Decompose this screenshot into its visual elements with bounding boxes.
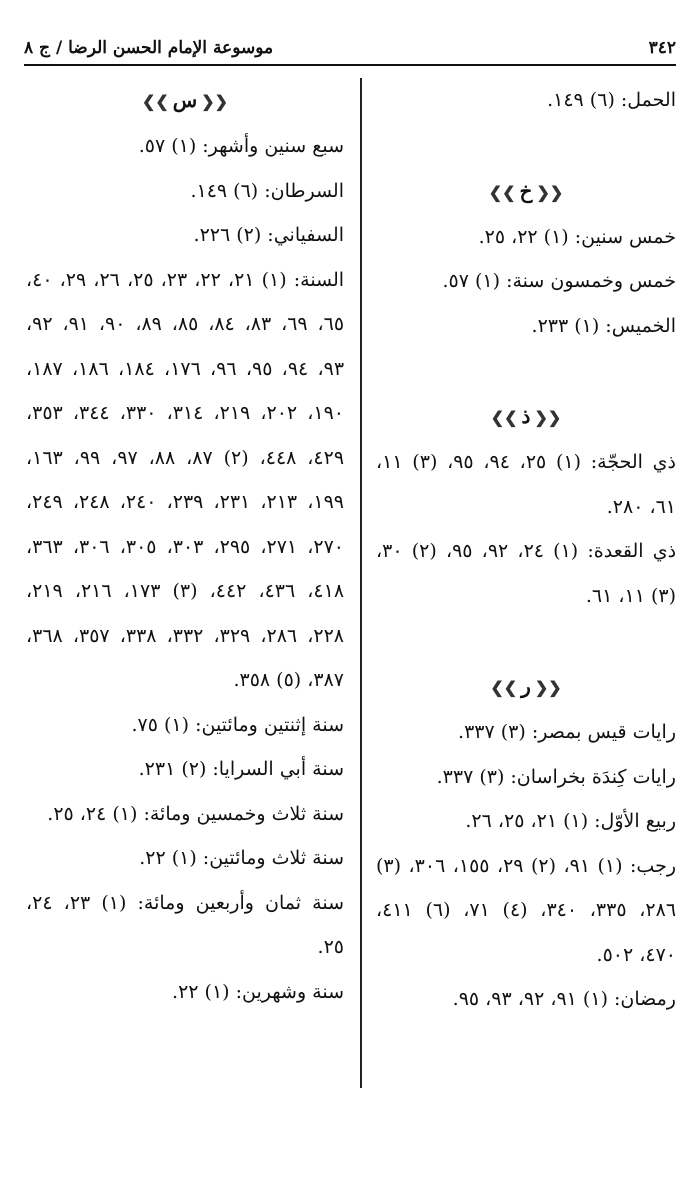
left-column	[26, 78, 362, 1088]
ornament-icon: ❮❮	[534, 408, 562, 427]
section-letter: ر	[521, 674, 531, 698]
page-header	[24, 22, 676, 66]
index-entry: السفياني: (٢) ٢٢٦.	[193, 224, 344, 246]
section-header-dhal	[376, 394, 676, 440]
index-entry: ذي القعدة: (١) ٢٤، ٩٢، ٩٥، (٢) ٣٠، (٣) ١١، ٦١.	[376, 540, 677, 607]
ornament-icon: ❯❯	[490, 408, 518, 427]
index-entry: رايات قيس بمصر: (٣) ٣٣٧.	[458, 721, 676, 743]
index-entry: سنة ثمان وأربعين ومائة: (١) ٢٣، ٢٤، ٢٥.	[26, 891, 344, 958]
page-number: ٣٤٢	[648, 38, 676, 58]
section-letter: س	[172, 88, 198, 112]
section-letter: خ	[519, 178, 533, 203]
index-entry: السنة: (١) ٢١، ٢٢، ٢٣، ٢٥، ٢٦، ٢٩، ٤٠، ٦٥، ٦٩، ٨٣، ٨٤، ٨٥، ٨٩، ٩٠، ٩١، ٩٢، ٩٣، ٩٤، ٩٥، ٩٦، ١٧٦، ١٨٤، ١٨٦، ١٨٧، ١٩٠، ٢٠٢، ٢١٩، ٣١٤، ٣٣٠، ٣٤٤، ٣٥٣، ٤٢٩، ٤٤٨، (٢) ٨٧، ٨٨، ٩٧، ٩٩، ١٦٣، ١٩٩، ٢١٣، ٢٣١، ٢٣٩، ٢٤٠، ٢٤٨، ٢٤٩، ٢٧٠، ٢٧١، ٢٩٥، ٣٠٣، ٣٠٥، ٣٠٦، ٣٦٣، ٤١٨، ٤٣٦، ٤٤٢، (٣) ١٧٣، ٢١٦، ٢١٩، ٢٢٨، ٢٨٦، ٣٢٩، ٣٣٢، ٣٣٨، ٣٥٧، ٣٦٨، ٣٨٧، (٥) ٣٥٨.	[26, 268, 345, 691]
ornament-icon: ❮❮	[534, 678, 562, 697]
ornament-icon: ❯❯	[490, 678, 518, 697]
index-entry: رايات كِندَة بخراسان: (٣) ٣٣٧.	[436, 765, 676, 788]
book-title: موسوعة الإمام الحسن الرضا / ج ٨	[24, 38, 274, 58]
section-letter: ذ	[521, 404, 531, 428]
index-entry: ربيع الأوّل: (١) ٢١، ٢٥، ٢٦.	[465, 810, 676, 832]
index-entry: سنة وشهرين: (١) ٢٢.	[172, 980, 344, 1003]
section-header-ra	[376, 664, 676, 710]
index-entry: السرطان: (٦) ١٤٩.	[190, 179, 344, 202]
ornament-icon: ❯❯	[488, 182, 516, 202]
index-entry: رجب: (١) ٩١، (٢) ٢٩، ١٥٥، ٣٠٦، (٣) ٢٨٦، ٣٣٥، ٣٤٠، (٤) ٧١، (٦) ٤١١، ٤٧٠، ٥٠٢.	[376, 854, 677, 966]
ornament-icon: ❮❮	[201, 92, 229, 111]
index-entry: خمس وخمسون سنة: (١) ٥٧.	[442, 270, 676, 292]
index-columns	[24, 78, 676, 1088]
index-entry: الحمل: (٦) ١٤٩.	[547, 89, 676, 111]
ornament-icon: ❮❮	[536, 182, 564, 202]
index-entry: سنة ثلاث وخمسين ومائة: (١) ٢٤، ٢٥.	[47, 802, 344, 825]
section-header-kha	[376, 169, 676, 215]
index-entry: سنة أبي السرايا: (٢) ٢٣١.	[138, 758, 344, 780]
index-entry: سنة ثلاث ومائتين: (١) ٢٢.	[139, 847, 344, 869]
index-entry: سنة إثنتين ومائتين: (١) ٧٥.	[131, 713, 344, 736]
index-entry: سبع سنين وأشهر: (١) ٥٧.	[138, 135, 344, 157]
index-entry: خمس سنين: (١) ٢٢، ٢٥.	[478, 225, 676, 248]
ornament-icon: ❯❯	[141, 92, 169, 111]
index-entry: الخميس: (١) ٢٣٣.	[531, 314, 676, 337]
index-entry: رمضان: (١) ٩١، ٩٢، ٩٣، ٩٥.	[452, 988, 676, 1010]
section-header-sin	[26, 78, 344, 124]
index-entry: ذي الحجّة: (١) ٢٥، ٩٤، ٩٥، (٣) ١١، ٦١، ٢٨٠.	[376, 451, 677, 518]
right-column	[362, 78, 676, 1088]
